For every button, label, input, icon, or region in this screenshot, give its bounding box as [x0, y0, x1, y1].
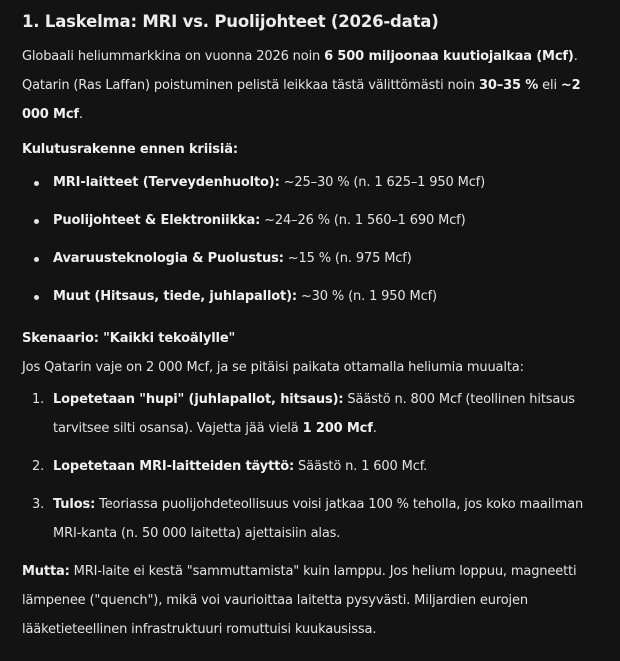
intro-deficit: ~2 000 Mcf: [22, 78, 581, 122]
response-document: [22, 10, 602, 644]
bullet-icon: [34, 181, 39, 186]
list-item: [22, 210, 602, 232]
step-number: 1.: [32, 392, 45, 407]
intro-share: 30–35 %: [478, 78, 539, 93]
step-number: 2.: [32, 459, 45, 474]
step-text: Säästö n. 1 600 Mcf.: [294, 459, 428, 474]
intro-market-size: 6 500 miljoonaa kuutiojalkaa (Mcf): [324, 49, 574, 64]
list-item-label: Muut (Hitsaus, tiede, juhlapallot):: [53, 289, 297, 304]
step-label: Lopetetaan "hupi" (juhlapallot, hitsaus):: [53, 392, 344, 407]
step-text: Säästö n. 800 Mcf (teollinen hitsaus tarvitsee silti osansa). Vajetta jää vielä: [53, 392, 575, 436]
list-item-label: Puolijohteet & Elektroniikka:: [53, 213, 261, 228]
step-item: [22, 452, 602, 481]
intro-text-3: eli: [538, 78, 561, 93]
list-item-label: Avaruusteknologia & Puolustus:: [53, 251, 284, 266]
list-item: [22, 286, 602, 308]
intro-text-2: . Qatarin (Ras Laffan) poistuminen pelistä leikkaa tästä välittömästi noin: [22, 49, 578, 93]
bullet-icon: [34, 257, 39, 262]
scenario-intro: Jos Qatarin vaje on 2 000 Mcf, ja se pitäisi paikata ottamalla heliumia muualta:: [22, 360, 524, 375]
step-label: Lopetetaan MRI-laitteiden täyttö:: [53, 459, 295, 474]
intro-text-1: Globaali heliummarkkina on vuonna 2026 noin: [22, 49, 325, 64]
bullet-icon: [34, 219, 39, 224]
list-item-value: ~24–26 % (n. 1 560–1 690 Mcf): [260, 213, 466, 228]
scenario-heading: Skenaario: "Kaikki tekoälylle": [22, 331, 236, 346]
list-item-label: MRI-laitteet (Terveydenhuolto):: [53, 175, 280, 190]
step-item: [22, 490, 602, 548]
consumption-heading: Kulutusrakenne ennen kriisiä:: [22, 142, 238, 157]
list-item: [22, 248, 602, 270]
list-item-value: ~15 % (n. 975 Mcf): [283, 251, 412, 266]
step-tail: .: [372, 421, 377, 436]
warning-label: Mutta:: [22, 564, 70, 579]
list-item-value: ~30 % (n. 1 950 Mcf): [296, 289, 437, 304]
scenario-steps: [22, 385, 602, 548]
step-text: Teoriassa puolijohdeteollisuus voisi jatkaa 100 % teholla, jos koko maailman MRI-kanta (n. 50 000 laitetta) ajettaisiin alas.: [53, 497, 584, 541]
section-title: 1. Laskelma: MRI vs. Puolijohteet (2026-data): [22, 12, 439, 31]
intro-text-4: .: [78, 107, 83, 122]
intro-paragraph: [22, 42, 602, 129]
step-label: Tulos:: [53, 497, 96, 512]
bullet-icon: [34, 295, 39, 300]
warning-paragraph: [22, 557, 602, 644]
step-number: 3.: [32, 497, 45, 512]
list-item-value: ~25–30 % (n. 1 625–1 950 Mcf): [279, 175, 486, 190]
consumption-list: [22, 172, 602, 308]
list-item: [22, 172, 602, 194]
warning-text: MRI-laite ei kestä "sammuttamista" kuin lamppu. Jos helium loppuu, magneetti lämpenee ("quench"), mikä voi vaurioittaa laitetta pysyvästi. Miljardien eurojen lääketieteellinen infrastruktuuri romuttuisi kuukausissa.: [22, 564, 577, 637]
step-bold-value: 1 200 Mcf: [302, 421, 373, 436]
step-item: [22, 385, 602, 443]
